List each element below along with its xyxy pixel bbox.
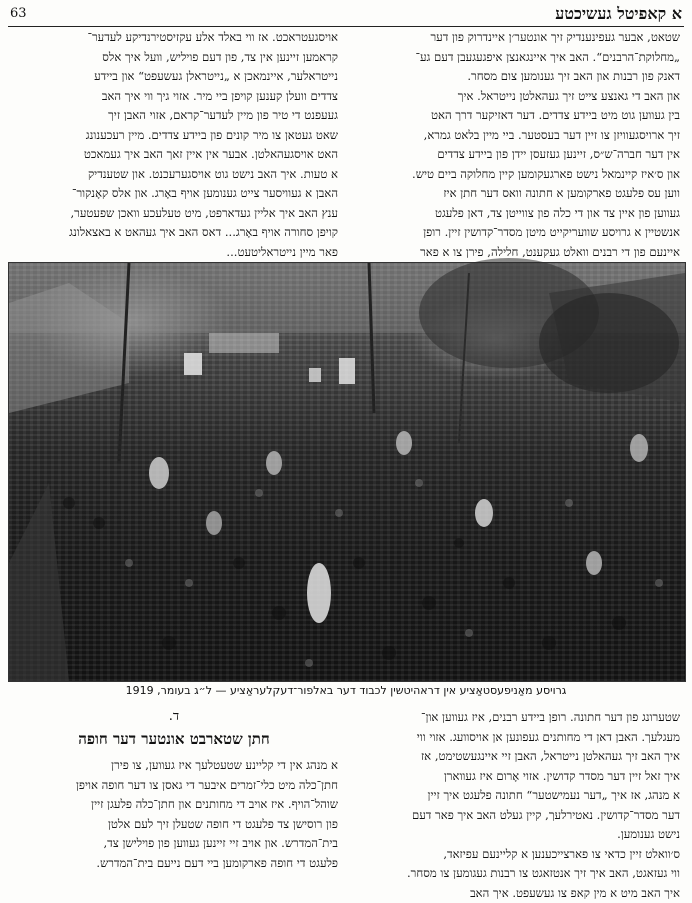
text-line: קויפן סחורה אויף באָרג... דאס האב איך געהאט א באצאלונג bbox=[10, 223, 338, 243]
crowd-photograph bbox=[8, 262, 686, 682]
text-line: צדדים וועלן קענען קויפן ביי מיר. אזוי גיך ווי איך האב bbox=[10, 87, 338, 107]
text-line: אין דער חברה־ש״ס, זיינען געזעסן יידן פון ביידע צדדים bbox=[354, 145, 680, 165]
top-left-column bbox=[10, 28, 338, 258]
page-header bbox=[8, 4, 684, 27]
text-line: בין געווען גוט מיט ביידע צדדים. דער דאזיקער דרך האט bbox=[354, 106, 680, 126]
top-right-column bbox=[354, 28, 680, 248]
text-line: דער מסדר־קדושין. נאטירלעך, קיין געלט האב איך פאר דעם bbox=[354, 806, 680, 826]
text-line: אויסגעטראכט. אז ווי באלד אלע עקזיסטירנדיקע לעדער־ bbox=[10, 28, 338, 48]
text-line: דאנק פון רבנות און האב זיך גענומען צום מסחר. bbox=[354, 67, 680, 87]
text-line: נישט גענומען. bbox=[354, 825, 680, 845]
text-line: פון רוסישן צד פלעגט די חופה שטעלן זיך לעם אלטן bbox=[10, 815, 338, 835]
section-number: ד. bbox=[10, 708, 338, 726]
text-line: ס׳וואלט זיין כדאי צו פארצייכענען א קליינעם עפיזאד, bbox=[354, 845, 680, 865]
text-line: איך האב מיט א מין קאפ צו געשעפט. איך האב bbox=[354, 884, 680, 903]
text-line: שטאט, אבער געפינענדיק זיך אונטער׳ן איינדרוק פון דער bbox=[354, 28, 680, 48]
bottom-right-column bbox=[354, 708, 680, 886]
text-line: מעגלעך. האבן דאן די מחותנים געפונען אן אויסוועג. אזוי ווי bbox=[354, 728, 680, 748]
text-line: איך זאל זיין דער מסדר קדושין. אזוי אָרום איז געווארן bbox=[354, 767, 680, 787]
text-line: איך האב זיך געהאלטן נייטראל, האבן זיי איינגעשטימט, אז bbox=[354, 747, 680, 767]
text-line: פאר מיין נייטראליטעט... bbox=[10, 243, 338, 263]
text-line: האט אויסגעהאלטן. אבער אין איין זאך האב איך געמאכט bbox=[10, 145, 338, 165]
photo-caption: גרויסע מאַניפעסטאַציע אין דראהיטשין לכבוד דער באלפור־דעקלעראַציע — ל״ג בעומר, 1919 bbox=[8, 684, 684, 700]
text-line: שאט געטאן צו מיר קונים פון ביידע צדדים. מיין רעכענונג bbox=[10, 126, 338, 146]
text-line: און ס׳איז קיינמאל נישט פארגעקומען קיין מחלוקה ביים טיש. bbox=[354, 165, 680, 185]
text-line: איינעם פון די רבנים וואלט געקענט, חלילה, פירן צו א פאר bbox=[354, 243, 680, 263]
text-line: חתן־כלה מיט כלי־זמרים איבער די גאסן צו דער חופה אויפן bbox=[10, 776, 338, 796]
section-title: חתן שטארבט אונטער דער חופה bbox=[10, 726, 338, 752]
text-line: געעפנט די טיר פון מיין לעדער־קראם, אזוי האבן זיך bbox=[10, 106, 338, 126]
photo-illustration bbox=[9, 263, 685, 681]
text-line: פלעגט די חופה פארקומען ביי דעם נייעם בית־המדרש. bbox=[10, 854, 338, 874]
text-line: האבן א געוויסער צייט גענומען אויף באָרג. און אלס קאָנקור־ bbox=[10, 184, 338, 204]
text-line: „מחלוקת־הרבנים“. האב איך איינגאנצן איפגעגעבן דעם גע־ bbox=[354, 48, 680, 68]
text-line: געווען פון איין צד און די כלה פון צווייטן צד, דאן פלעגט bbox=[354, 204, 680, 224]
text-line: א מנהג, אז איך „דער נעמישטער“ חתונה פלעגט איך זיין bbox=[354, 786, 680, 806]
bottom-left-column bbox=[10, 708, 338, 886]
text-line: שוהל־הויף. איז אויב די מחותנים און חתן־כלה פלעגן זיין bbox=[10, 795, 338, 815]
text-line: א מנהג אין די קליינע שטעטלעך איז געווען, צו פירן bbox=[10, 756, 338, 776]
text-line: בית־המדרש. און אויב זיי זיינען געווען פון פוילישן צד, bbox=[10, 834, 338, 854]
page-number: 63 bbox=[10, 6, 27, 21]
text-line: קראמען זיינען אין צד, פון דעם פויליש, וועל איך אלס bbox=[10, 48, 338, 68]
text-line: ענץ האב איך אליין געדארפט, מיט טעלעכע וואכן שפעטער, bbox=[10, 204, 338, 224]
text-line: אנשטיין א גרויסע שוועריקייט מיטן מסדר־קדושין זיין. רופן bbox=[354, 223, 680, 243]
running-title: א קאפיטל געשיכטע bbox=[555, 4, 682, 24]
text-line: נייטראלער, איינמאכן א „נייטראלן געשעפט“ און ביידע bbox=[10, 67, 338, 87]
text-line: שטערונג פון דער חתונה. רופן ביידע רבנים, איז געווען און־ bbox=[354, 708, 680, 728]
text-line: א טעות. איך האב נישט גוט אויסגערעכנט. און שטענדיק bbox=[10, 165, 338, 185]
text-line: זיך ארויסגעוויזן צו זיין דער בעסטער. ביי מיין בלאט גמרא, bbox=[354, 126, 680, 146]
text-line: ווי געזאגט, האב איך זיך אנטזאגט צו רבנות געגומען צו מסחר. bbox=[354, 864, 680, 884]
text-line: ווען עס פלעגט פארקומען א חתונה וואס דער חתן איז bbox=[354, 184, 680, 204]
text-line: און האב די גאנצע צייט זיך געהאלטן נייטראל. איך bbox=[354, 87, 680, 107]
